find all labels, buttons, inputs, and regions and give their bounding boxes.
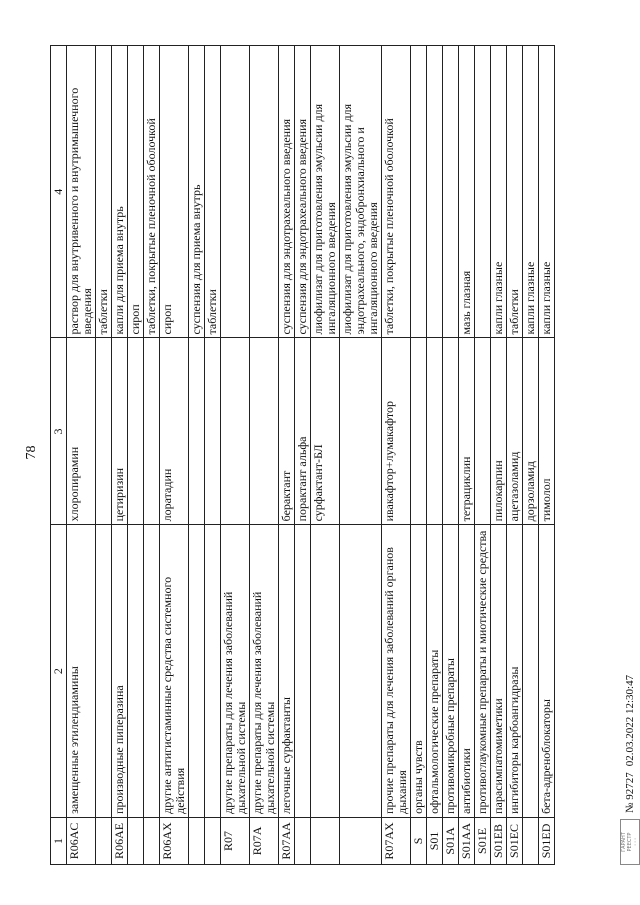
header-cell: 3 bbox=[51, 338, 67, 525]
cell-drug: лоратадин bbox=[160, 338, 189, 525]
cell-code: S01A bbox=[443, 817, 459, 864]
cell-drug: цетиризин bbox=[112, 338, 128, 525]
table-row bbox=[491, 46, 507, 865]
cell-drug: ивакафтор+лумакафтор bbox=[382, 338, 411, 525]
table-row bbox=[507, 46, 523, 865]
table-row bbox=[189, 46, 205, 865]
cell-code: S01 bbox=[427, 817, 443, 864]
cell-group: противомикробные препараты bbox=[443, 525, 459, 818]
stamp-datetime: 02.03.2022 12:30:47 bbox=[624, 674, 636, 767]
table-row bbox=[475, 46, 491, 865]
cell-code: S01ED bbox=[539, 817, 555, 864]
cell-form: капли глазные bbox=[539, 46, 555, 339]
cell-group: другие препараты для лечения заболеваний дыхательной системы bbox=[221, 525, 250, 818]
cell-form: таблетки, покрытые пленочной оболочкой bbox=[382, 46, 411, 339]
page-number: 78 bbox=[24, 445, 39, 460]
table-row bbox=[443, 46, 459, 865]
cell-group: прочие препараты для лечения заболеваний органов дыхания bbox=[382, 525, 411, 818]
cell-group: парасимпатомиметики bbox=[491, 525, 507, 818]
cell-form: раствор для внутривенного и внутримышечного введения bbox=[67, 46, 96, 339]
cell-drug bbox=[475, 338, 491, 525]
cell-drug bbox=[96, 338, 112, 525]
cell-code bbox=[128, 817, 144, 864]
table-row bbox=[279, 46, 295, 865]
cell-form: капли глазные bbox=[523, 46, 539, 339]
cell-group bbox=[205, 525, 221, 818]
cell-code: R06AC bbox=[67, 817, 96, 864]
header-cell: 4 bbox=[51, 46, 67, 339]
table-row bbox=[67, 46, 96, 865]
cell-group: противоглаукомные препараты и миотические средства bbox=[475, 525, 491, 818]
table-row bbox=[539, 46, 555, 865]
table-body bbox=[67, 46, 555, 865]
cell-drug: тетрациклин bbox=[459, 338, 475, 525]
cell-drug bbox=[411, 338, 427, 525]
cell-code: R06AX bbox=[160, 817, 189, 864]
cell-form bbox=[427, 46, 443, 339]
cell-group: бета-адреноблокаторы bbox=[539, 525, 555, 818]
cell-form: суспензия для эндотрахеального введения bbox=[279, 46, 295, 339]
cell-drug bbox=[221, 338, 250, 525]
cell-code bbox=[144, 817, 160, 864]
table-row bbox=[427, 46, 443, 865]
stamp-number: № 92727 bbox=[624, 772, 636, 813]
cell-form: сироп bbox=[160, 46, 189, 339]
table-row bbox=[411, 46, 427, 865]
cell-form: капли для приема внутрь bbox=[112, 46, 128, 339]
cell-group bbox=[340, 525, 382, 818]
cell-form: суспензия для приема внутрь bbox=[189, 46, 205, 339]
cell-group: ингибиторы карбоангидразы bbox=[507, 525, 523, 818]
cell-form: таблетки, покрытые пленочной оболочкой bbox=[144, 46, 160, 339]
table-row bbox=[221, 46, 250, 865]
cell-drug: сурфактант-БЛ bbox=[311, 338, 340, 525]
cell-group bbox=[523, 525, 539, 818]
cell-drug: тимолол bbox=[539, 338, 555, 525]
cell-drug: ацетазоламид bbox=[507, 338, 523, 525]
document-stamp bbox=[620, 675, 640, 865]
cell-form: капли глазные bbox=[491, 46, 507, 339]
cell-group bbox=[189, 525, 205, 818]
cell-group bbox=[311, 525, 340, 818]
cell-code bbox=[340, 817, 382, 864]
cell-form: таблетки bbox=[205, 46, 221, 339]
cell-group bbox=[144, 525, 160, 818]
cell-drug bbox=[340, 338, 382, 525]
cell-drug bbox=[128, 338, 144, 525]
cell-form bbox=[475, 46, 491, 339]
table-row bbox=[459, 46, 475, 865]
cell-code: R06AE bbox=[112, 817, 128, 864]
table-row bbox=[144, 46, 160, 865]
cell-code: R07 bbox=[221, 817, 250, 864]
table-row bbox=[250, 46, 279, 865]
cell-code: R07AX bbox=[382, 817, 411, 864]
cell-group: офтальмологические препараты bbox=[427, 525, 443, 818]
cell-form bbox=[250, 46, 279, 339]
table-row bbox=[128, 46, 144, 865]
cell-form: сироп bbox=[128, 46, 144, 339]
cell-drug: берактант bbox=[279, 338, 295, 525]
cell-code bbox=[311, 817, 340, 864]
cell-group: производные пиперазина bbox=[112, 525, 128, 818]
cell-form: суспензия для эндотрахеального введения bbox=[295, 46, 311, 339]
cell-group bbox=[128, 525, 144, 818]
cell-form: мазь глазная bbox=[459, 46, 475, 339]
cell-drug: пилокарпин bbox=[491, 338, 507, 525]
cell-drug bbox=[144, 338, 160, 525]
cell-code: R07AA bbox=[279, 817, 295, 864]
cell-code: R07A bbox=[250, 817, 279, 864]
cell-code: S01EB bbox=[491, 817, 507, 864]
cell-form bbox=[411, 46, 427, 339]
cell-group: другие антигистаминные средства системного действия bbox=[160, 525, 189, 818]
cell-group bbox=[96, 525, 112, 818]
cell-group: замещенные этилендиамины bbox=[67, 525, 96, 818]
cell-group: легочные сурфактанты bbox=[279, 525, 295, 818]
cell-drug: хлоропирамин bbox=[67, 338, 96, 525]
drug-table bbox=[50, 45, 555, 865]
table-row bbox=[340, 46, 382, 865]
cell-group bbox=[295, 525, 311, 818]
cell-code: S bbox=[411, 817, 427, 864]
table-row bbox=[96, 46, 112, 865]
table-header-row bbox=[51, 46, 67, 865]
cell-drug: порактант альфа bbox=[295, 338, 311, 525]
cell-code: S01AA bbox=[459, 817, 475, 864]
cell-form bbox=[443, 46, 459, 339]
cell-code bbox=[205, 817, 221, 864]
cell-form: таблетки bbox=[96, 46, 112, 339]
cell-code bbox=[523, 817, 539, 864]
header-cell: 2 bbox=[51, 525, 67, 818]
cell-group: органы чувств bbox=[411, 525, 427, 818]
table-row bbox=[112, 46, 128, 865]
table-row bbox=[523, 46, 539, 865]
cell-drug bbox=[443, 338, 459, 525]
cell-form: лиофилизат для приготовления эмульсии для ингаляционного введения bbox=[311, 46, 340, 339]
table-row bbox=[382, 46, 411, 865]
cell-drug: дорзоламид bbox=[523, 338, 539, 525]
cell-code bbox=[96, 817, 112, 864]
cell-code bbox=[189, 817, 205, 864]
cell-group: другие препараты для лечения заболеваний дыхательной системы bbox=[250, 525, 279, 818]
cell-code: S01E bbox=[475, 817, 491, 864]
cell-drug bbox=[205, 338, 221, 525]
cell-drug bbox=[250, 338, 279, 525]
cell-drug bbox=[189, 338, 205, 525]
cell-group: антибиотики bbox=[459, 525, 475, 818]
table-row bbox=[311, 46, 340, 865]
cell-form bbox=[221, 46, 250, 339]
cell-code: S01EC bbox=[507, 817, 523, 864]
table-row bbox=[205, 46, 221, 865]
cell-drug bbox=[427, 338, 443, 525]
cell-form: лиофилизат для приготовления эмульсии для эндотрахеального, эндобронхиального и ингаляционного введения bbox=[340, 46, 382, 339]
cell-form: таблетки bbox=[507, 46, 523, 339]
registry-logo: ГАРАНТ РЕЕСТР ◦◦◦ bbox=[620, 819, 640, 865]
table-row bbox=[160, 46, 189, 865]
table-row bbox=[295, 46, 311, 865]
cell-code bbox=[295, 817, 311, 864]
header-cell: 1 bbox=[51, 817, 67, 864]
